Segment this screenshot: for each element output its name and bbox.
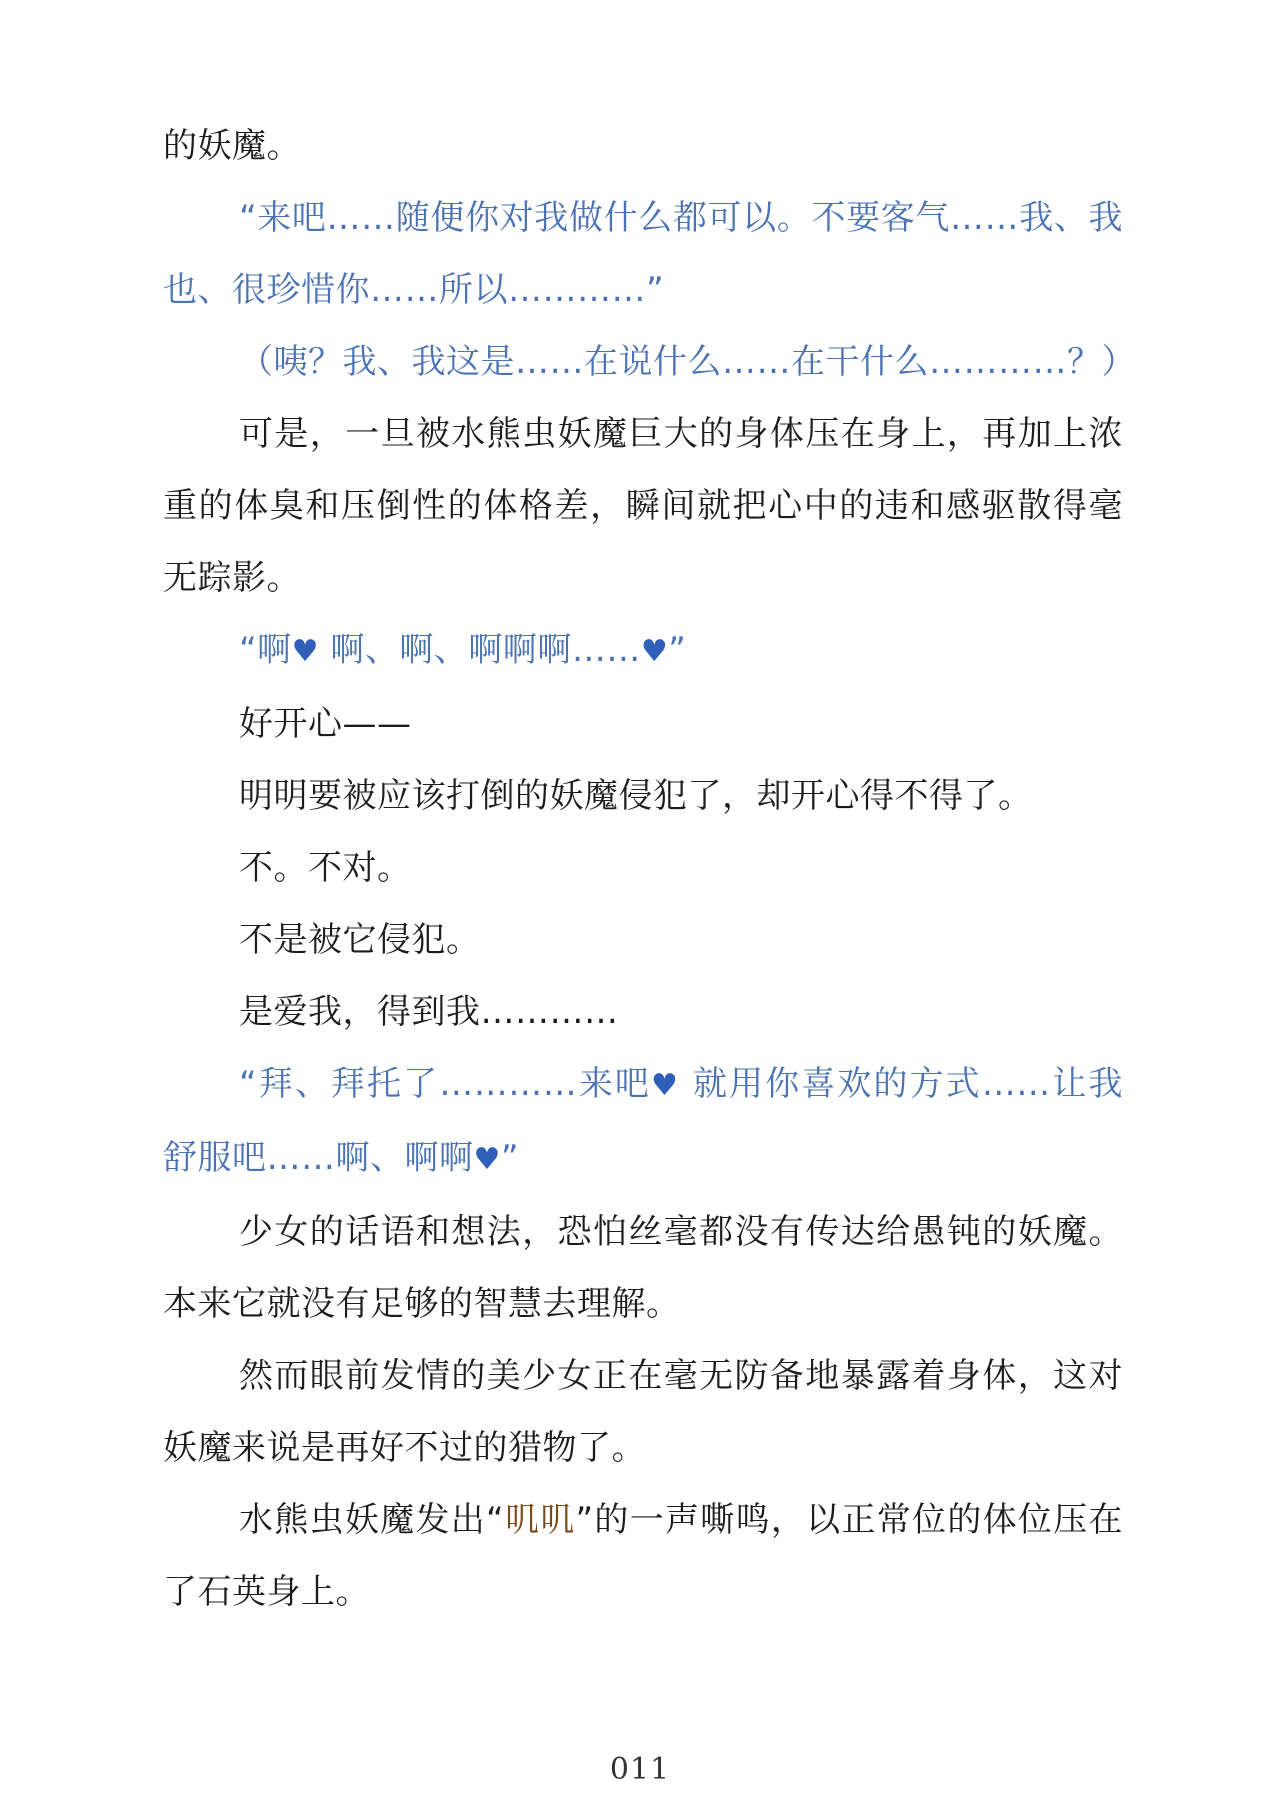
- heart-icon: ♥: [640, 634, 669, 669]
- heart-icon: ♥: [291, 634, 320, 669]
- paragraph: 是爱我，得到我…………: [239, 992, 619, 1032]
- heart-icon: ♥: [473, 1142, 501, 1177]
- dialogue-text: ”: [668, 630, 687, 670]
- heart-icon: ♥: [651, 1068, 681, 1103]
- paragraph: 少女的话语和想法，恐怕丝毫都没有传达给愚钝的妖魔。本来它就没有足够的智慧去理解。: [163, 1212, 1123, 1324]
- page-body: [163, 110, 1136, 1628]
- paragraph: 好开心——: [239, 704, 412, 744]
- dialogue-text: 啊、啊、啊啊啊……: [330, 630, 641, 670]
- dialogue-text: “拜、拜托了…………来吧: [239, 1064, 652, 1104]
- paragraph: 然而眼前发情的美少女正在毫无防备地暴露着身体，这对妖魔来说是再好不过的猎物了。: [163, 1356, 1123, 1468]
- narration-text: 水熊虫妖魔发出“: [239, 1500, 505, 1540]
- paragraph: 不是被它侵犯。: [239, 920, 481, 960]
- paragraph: 不。不对。: [239, 848, 412, 888]
- dialogue-paragraph: “来吧……随便你对我做什么都可以。不要客气……我、我也、很珍惜你……所以…………”: [163, 198, 1123, 310]
- paragraph: 明明要被应该打倒的妖魔侵犯了，却开心得不得了。: [239, 776, 1033, 816]
- paragraph: [163, 1484, 1123, 1628]
- onomatopoeia-text: 叽叽: [504, 1500, 576, 1540]
- paragraph: 的妖魔。: [163, 126, 301, 166]
- dialogue-text: ”: [500, 1138, 520, 1178]
- dialogue-text: “啊: [239, 630, 292, 670]
- dialogue-text: 就用你喜欢的方式……让我舒服吧……啊、啊啊: [163, 1064, 1123, 1178]
- paragraph: 可是，一旦被水熊虫妖魔巨大的身体压在身上，再加上浓重的体臭和压倒性的体格差，瞬间就把心中的违和感驱散得毫无踪影。: [163, 414, 1123, 598]
- narration-text: ”的一声嘶鸣，以正常位的体位压在了石英身上。: [163, 1500, 1123, 1612]
- dialogue-paragraph: [163, 1048, 1123, 1196]
- dialogue-paragraph: [163, 614, 1123, 688]
- inner-thought-paragraph: （咦？我、我这是……在说什么……在干什么…………？）: [239, 342, 1136, 382]
- page-number: 011: [609, 1752, 671, 1787]
